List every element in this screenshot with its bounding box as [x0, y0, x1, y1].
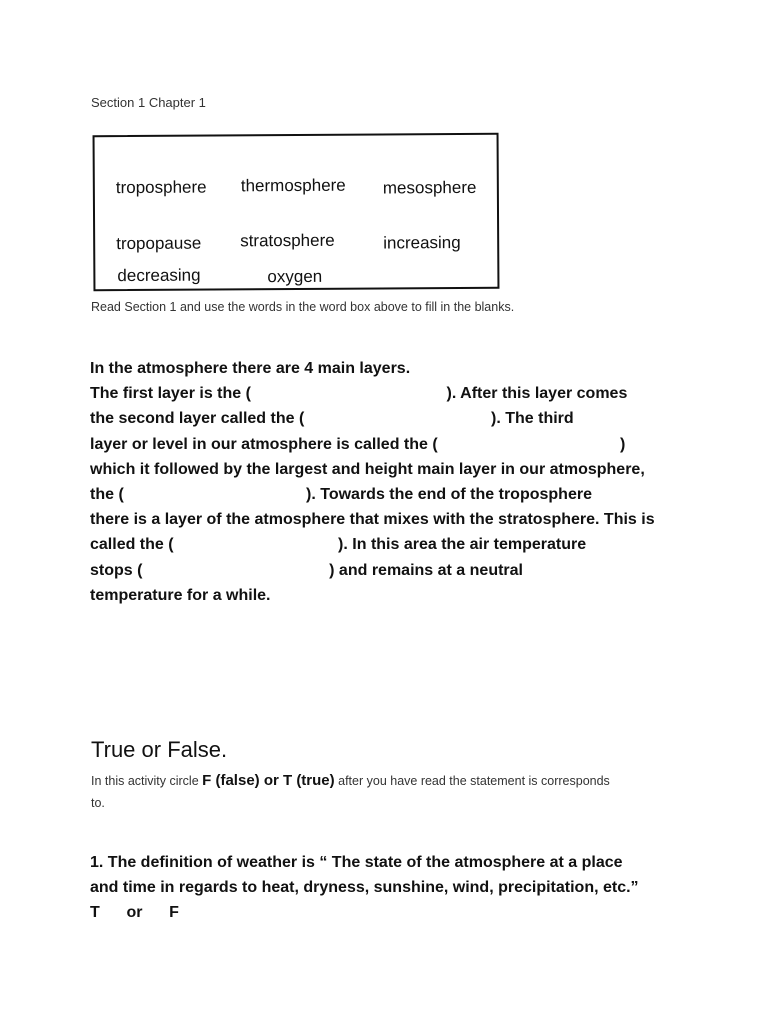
paragraph-line: layer or level in our atmosphere is called the ( ) [90, 435, 626, 453]
instr-f-or-t: F (false) or T (true) [202, 772, 335, 789]
word-box-item: troposphere [115, 177, 207, 198]
answer-choice-t-or-f[interactable]: T or F [90, 904, 179, 921]
instructions: Read Section 1 and use the words in the word box above to fill in the blanks. [91, 300, 515, 314]
true-false-title: True or False. [91, 737, 228, 762]
word-box-item: thermosphere [240, 175, 346, 196]
word-box-item: stratosphere [240, 230, 335, 251]
paragraph-line: there is a layer of the atmosphere that mixes with the stratosphere. This is [90, 511, 655, 529]
paragraph-line: called the ( ). In this area the air temperature [90, 536, 587, 554]
word-box-item: oxygen [267, 266, 323, 287]
true-false-instructions [91, 770, 611, 814]
question-line: 1. The definition of weather is “ The state of the atmosphere at a place [90, 854, 623, 871]
paragraph-line: In the atmosphere there are 4 main layers. [90, 360, 411, 377]
instr-text: In this activity circle [91, 774, 203, 788]
paragraph-line: the second layer called the ( ). The third [90, 410, 574, 428]
paragraph-line: temperature for a while. [90, 586, 271, 604]
word-box-item: mesosphere [382, 177, 477, 198]
word-box-item: tropopause [116, 233, 202, 254]
word-box-item: decreasing [117, 265, 201, 286]
question-1 [90, 850, 690, 925]
question-line: and time in regards to heat, dryness, sunshine, wind, precipitation, etc.” [90, 879, 639, 896]
instr-text: after you have read the statement is corresponds to. [91, 774, 610, 810]
word-box-item: increasing [383, 232, 461, 253]
word-box [93, 133, 500, 291]
paragraph-line: the ( ). Towards the end of the troposphere [90, 485, 592, 503]
fill-in-paragraph [90, 356, 690, 608]
paragraph-line: stops ( ) and remains at a neutral [90, 561, 523, 579]
section-heading: Section 1 Chapter 1 [91, 95, 206, 110]
paragraph-line: The first layer is the ( ). After this layer comes [90, 385, 628, 403]
paragraph-line: which it followed by the largest and height main layer in our atmosphere, [90, 460, 645, 478]
